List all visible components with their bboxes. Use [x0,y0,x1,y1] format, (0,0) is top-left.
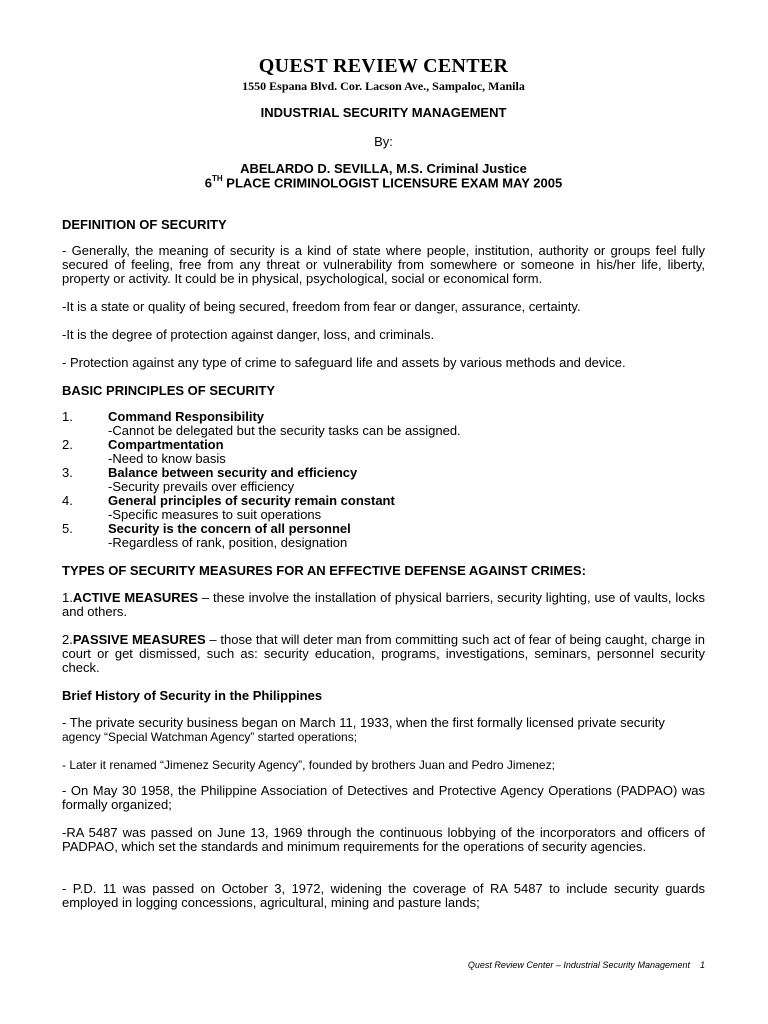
passive-measures-label: PASSIVE MEASURES [72,632,206,647]
active-measures-number: 1. [62,590,73,605]
history-paragraph-3: - On May 30 1958, the Philippine Association of Detectives and Protective Agency Operations (PADPAO) was formally organized; [62,783,705,812]
definition-paragraph-4: - Protection against any type of crime to safeguard life and assets by various methods and device. [62,355,626,370]
definition-paragraph-3: -It is the degree of protection against danger, loss, and criminals. [62,327,435,342]
active-measures-text: – these involve the installation of physical barriers, security lighting, use of vaults, locks and others. [62,590,705,619]
list-number: 3. [62,465,73,480]
credential-number: 6 [204,175,213,191]
list-item [62,438,705,466]
list-item-body [108,410,705,438]
definition-paragraph-1: - Generally, the meaning of security is a kind of state where people, institution, authority or groups feel fully secured of feeling, free from any threat or vulnerability from somewhere or someone in his/her life, liberty, property or activity. It could be in physical, psychological, social or economical form. [62,243,705,286]
list-number: 5. [62,521,73,536]
document-title: INDUSTRIAL SECURITY MANAGEMENT [260,105,507,120]
definition-heading: DEFINITION OF SECURITY [62,217,227,232]
by-line: By: [374,134,393,149]
history-paragraph-1-line-1: - The private security business began on March 11, 1933, when the first formally licensed private security [62,715,665,730]
author-credential [62,175,705,190]
credential-text: PLACE CRIMINOLOGIST LICENSURE EXAM MAY 2005 [222,175,563,191]
principle-title: Compartmentation [108,437,224,452]
page-footer [468,960,705,970]
principle-description: -Cannot be delegated but the security tasks can be assigned. [108,423,461,438]
principle-title: Command Responsibility [108,409,265,424]
list-item-body [108,494,705,522]
principle-description: -Need to know basis [108,451,226,466]
author-name: ABELARDO D. SEVILLA, M.S. Criminal Justice [240,161,527,176]
principle-description: -Regardless of rank, position, designation [108,535,348,550]
list-item [62,466,705,494]
principle-title: Security is the concern of all personnel [108,521,351,536]
history-paragraph-4: -RA 5487 was passed on June 13, 1969 through the continuous lobbying of the incorporators and officers of PADPAO, which set the standards and minimum requirements for the operations of security agencies. [62,825,705,854]
credential-superscript: TH [212,174,223,183]
document-page [62,0,705,1024]
list-item-body [108,522,705,550]
principles-list [62,410,705,550]
principle-title: General principles of security remain constant [108,493,395,508]
principle-description: -Specific measures to suit operations [108,507,322,522]
footer-text: Quest Review Center – Industrial Security Management [467,960,690,970]
list-number: 1. [62,409,73,424]
passive-measures-number: 2. [62,632,73,647]
history-paragraph-5: - P.D. 11 was passed on October 3, 1972, widening the coverage of RA 5487 to include security guards employed in logging concessions, agricultural, mining and pasture lands; [62,881,705,910]
principle-title: Balance between security and efficiency [108,465,358,480]
list-item-body [108,438,705,466]
list-number: 4. [62,493,73,508]
organization-address: 1550 Espana Blvd. Cor. Lacson Ave., Sampaloc, Manila [242,79,525,93]
list-item [62,410,705,438]
active-measures-paragraph [62,591,705,619]
passive-measures-paragraph [62,633,705,675]
history-paragraph-1 [62,716,705,744]
measures-heading: TYPES OF SECURITY MEASURES FOR AN EFFECTIVE DEFENSE AGAINST CRIMES: [62,563,586,578]
history-paragraph-1-line-2: agency “Special Watchman Agency” started operations; [62,730,358,744]
passive-measures-text: – those that will deter man from committing such act of fear of being caught, charge in court or get dismissed, such as: security education, programs, investigations, seminars, personnel security check. [62,632,705,675]
definition-paragraph-2: -It is a state or quality of being secured, freedom from fear or danger, assurance, certainty. [62,299,581,314]
principles-heading: BASIC PRINCIPLES OF SECURITY [62,383,276,398]
active-measures-label: ACTIVE MEASURES [72,590,199,605]
history-paragraph-2: - Later it renamed “Jimenez Security Agency”, founded by brothers Juan and Pedro Jimenez; [62,758,555,772]
organization-name: QUEST REVIEW CENTER [258,55,509,77]
principle-description: -Security prevails over efficiency [108,479,295,494]
list-item [62,522,705,550]
page-number: 1 [699,960,705,970]
list-item [62,494,705,522]
history-heading: Brief History of Security in the Philippines [62,688,323,703]
list-number: 2. [62,437,73,452]
list-item-body [108,466,705,494]
